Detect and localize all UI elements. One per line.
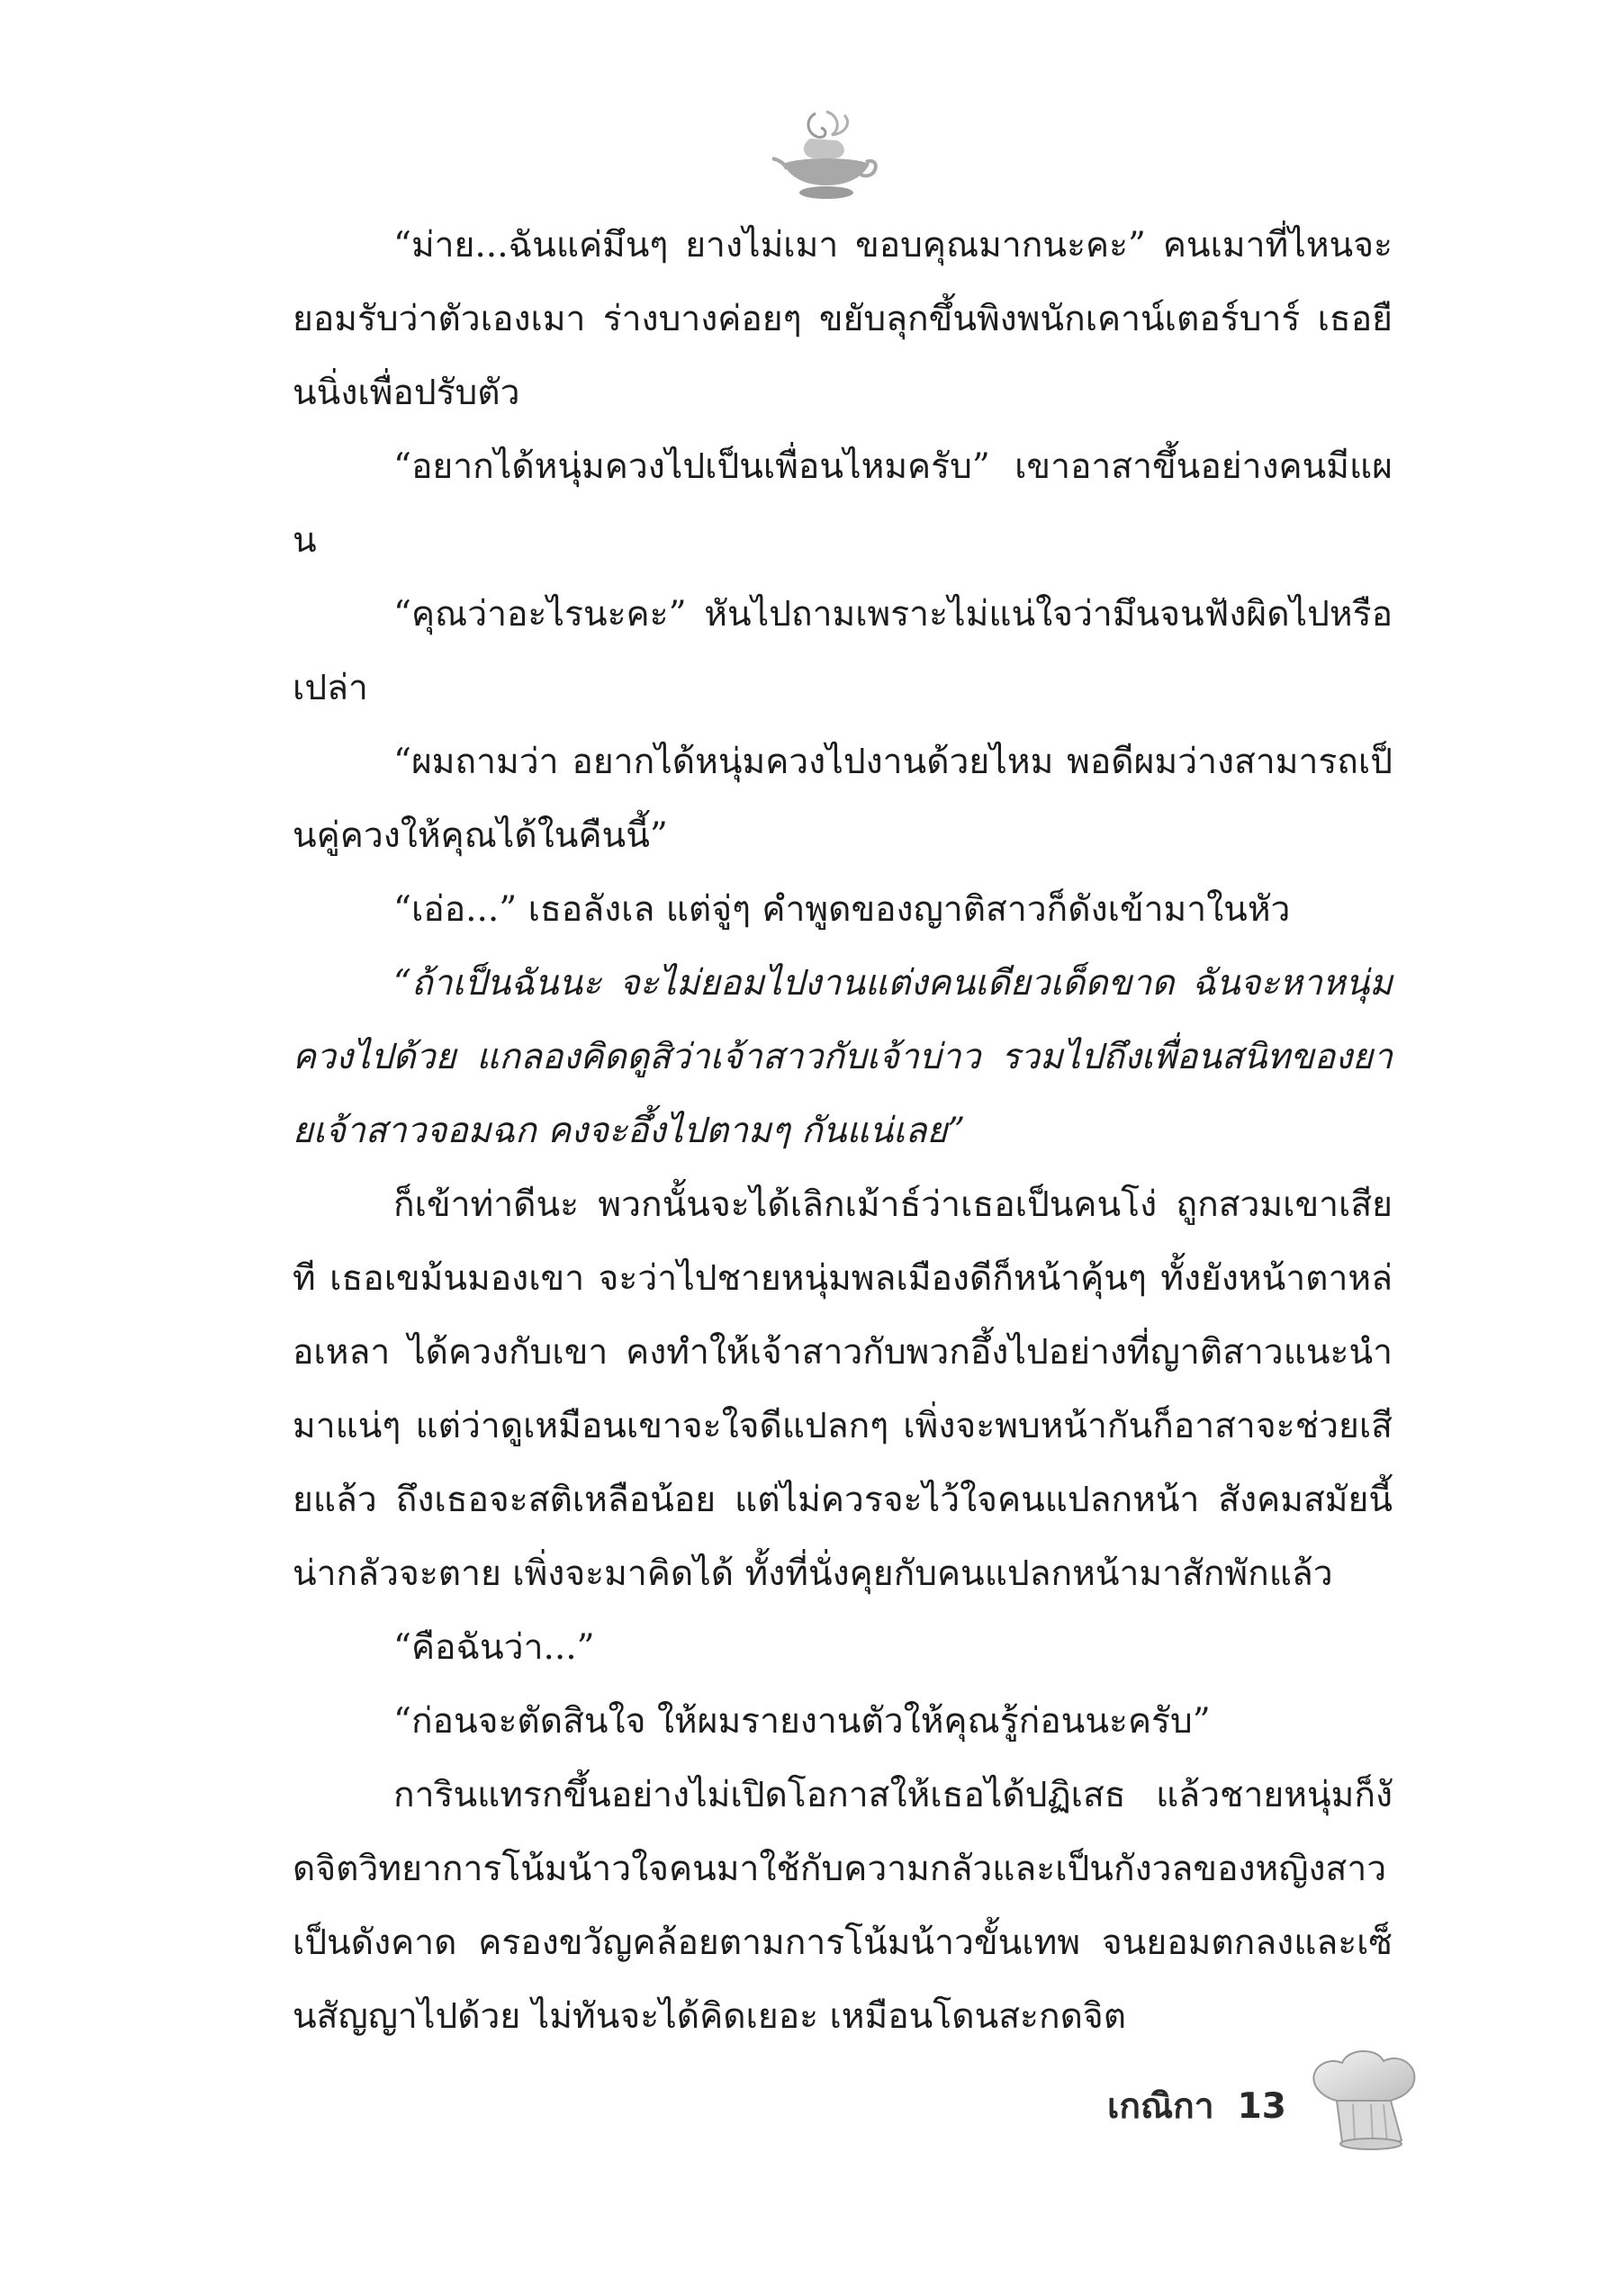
page-footer [1107,2075,1286,2138]
running-title: เกณิกา [1107,2086,1214,2127]
paragraph: “คือฉันว่า...” [393,1627,595,1668]
body-text [293,209,1393,2054]
paragraph: การินแทรกขึ้นอย่างไม่เปิดโอกาสให้เธอได้ปฏิเสธ แล้วชายหนุ่มก็งัดจิตวิทยาการโน้มน้าวใจคนมาใช้กับความกลัวและเป็นกังวลของหญิงสาว เป็นดังคาด ครองขวัญคล้อยตามการโน้มน้าวขั้นเทพ จนยอมตกลงและเซ็นสัญญาไปด้วย ไม่ทันจะได้คิดเยอะ เหมือนโดนสะกดจิต [293,1775,1393,2037]
paragraph: “คุณว่าอะไรนะคะ” หันไปถามเพราะไม่แน่ใจว่ามึนจนฟังผิดไปหรือเปล่า [293,594,1393,708]
page-number: 13 [1237,2085,1286,2127]
paragraph: “ผมถามว่า อยากได้หนุ่มควงไปงานด้วยไหม พอดีผมว่างสามารถเป็นคู่ควงให้คุณได้ในคืนนี้” [293,742,1393,856]
paragraph: “ม่าย...ฉันแค่มึนๆ ยางไม่เมา ขอบคุณมากนะคะ” คนเมาที่ไหนจะยอมรับว่าตัวเองเมา ร่างบางค่อยๆ ขยับลุกขึ้นพิงพนักเคาน์เตอร์บาร์ เธอยืนนิ่งเพื่อปรับตัว [293,225,1393,413]
chef-hat-icon [1301,2041,1427,2167]
paragraph: “เอ่อ...” เธอลังเล แต่จู่ๆ คำพูดของญาติสาวก็ดังเข้ามาในหัว [393,889,1291,930]
paragraph-italic-quote: “ถ้าเป็นฉันนะ จะไม่ยอมไปงานแต่งคนเดียวเด็ดขาด ฉันจะหาหนุ่มควงไปด้วย แกลองคิดดูสิว่าเจ้าสาวกับเจ้าบ่าว รวมไปถึงเพื่อนสนิทของยายเจ้าสาวจอมฉก คงจะอึ้งไปตามๆ กันแน่เลย” [293,963,1393,1151]
genie-lamp-icon [763,106,880,205]
paragraph: “อยากได้หนุ่มควงไปเป็นเพื่อนไหมครับ” เขาอาสาขึ้นอย่างคนมีแผน [293,446,1393,561]
paragraph: “ก่อนจะตัดสินใจ ให้ผมรายงานตัวให้คุณรู้ก่อนนะครับ” [393,1701,1211,1742]
paragraph: ก็เข้าท่าดีนะ พวกนั้นจะได้เลิกเม้าธ์ว่าเธอเป็นคนโง่ ถูกสวมเขาเสียที เธอเขม้นมองเขา จะว่าไปชายหนุ่มพลเมืองดีก็หน้าคุ้นๆ ทั้งยังหน้าตาหล่อเหลา ได้ควงกับเขา คงทำให้เจ้าสาวกับพวกอึ้งไปอย่างที่ญาติสาวแนะนำมาแน่ๆ แต่ว่าดูเหมือนเขาจะใจดีแปลกๆ เพิ่งจะพบหน้ากันก็อาสาจะช่วยเสียแล้ว ถึงเธอจะสติเหลือน้อย แต่ไม่ควรจะไว้ใจคนแปลกหน้า สังคมสมัยนี้น่ากลัวจะตาย เพิ่งจะมาคิดได้ ทั้งที่นั่งคุยกับคนแปลกหน้ามาสักพักแล้ว [293,1184,1393,1594]
